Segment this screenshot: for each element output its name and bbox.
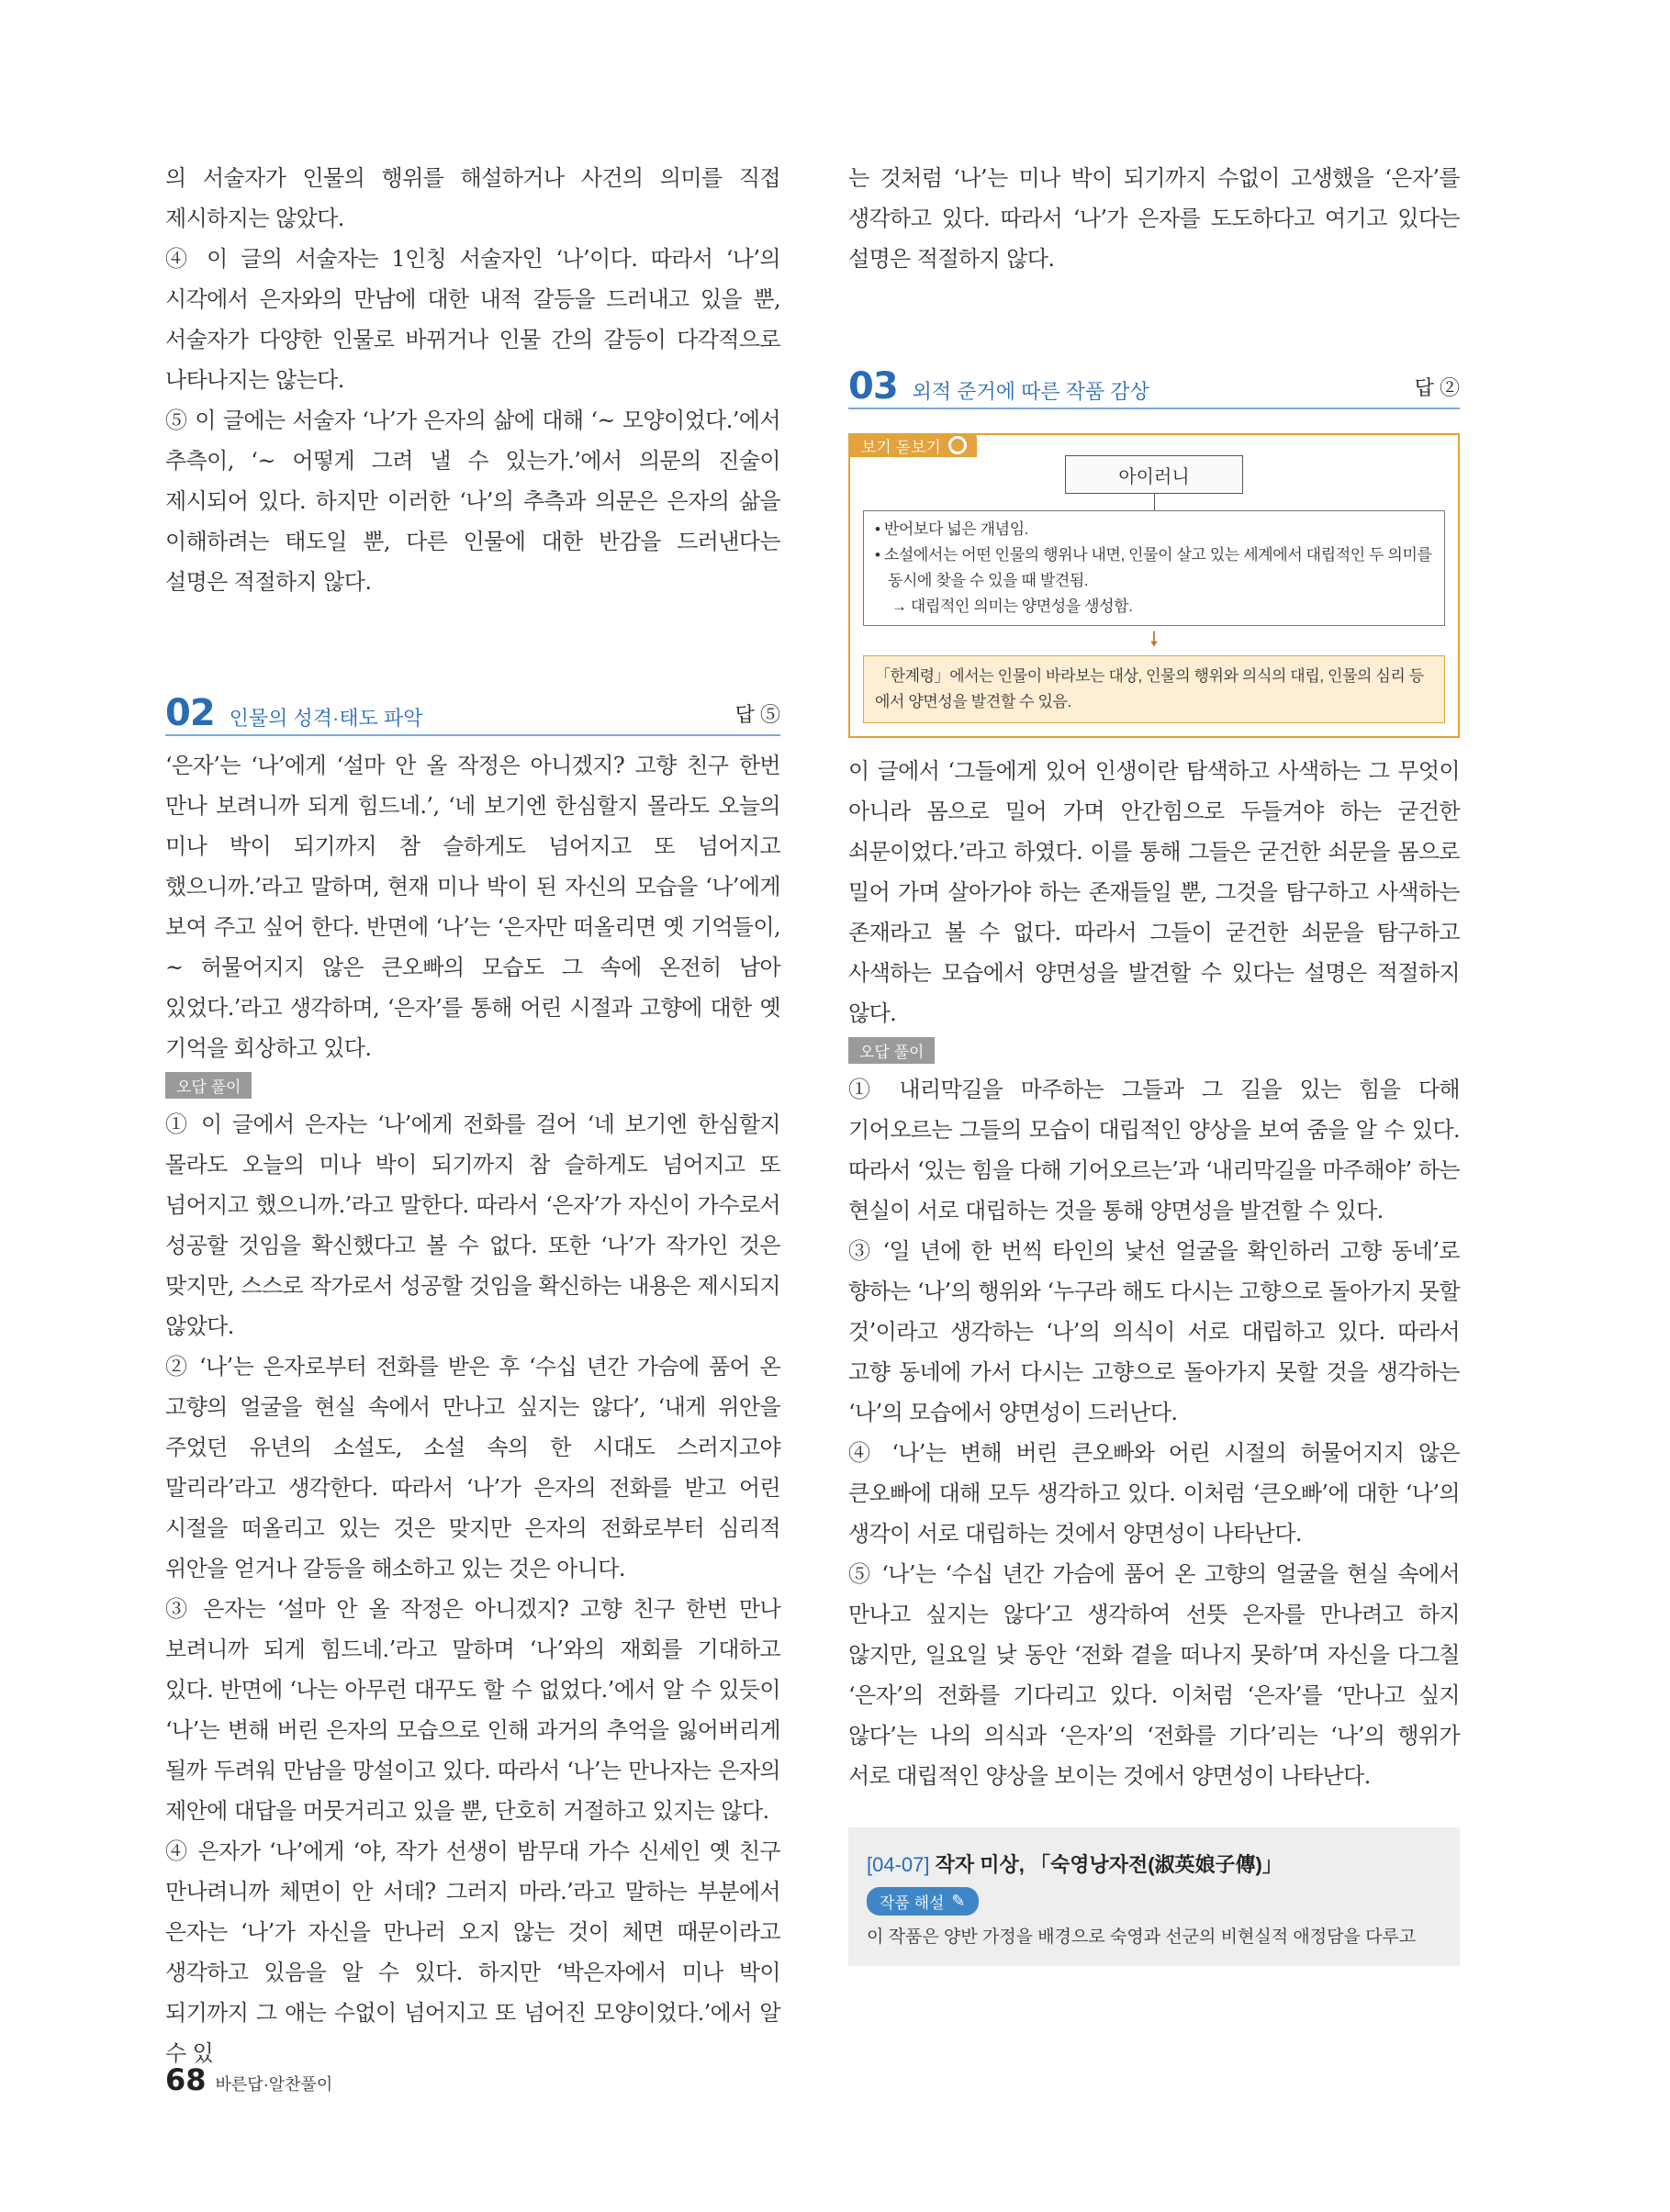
right-column <box>848 158 1460 1966</box>
pencil-icon: ✎ <box>951 1892 966 1910</box>
connector-line <box>1154 494 1155 510</box>
note-title <box>867 1849 1441 1878</box>
work-commentary-badge <box>867 1887 979 1916</box>
section-title: 외적 준거에 따른 작품 감상 <box>912 380 1149 403</box>
section-number: 03 <box>848 365 898 408</box>
option-explanation: ② ‘나’는 은자로부터 전화를 받은 후 ‘수십 년간 가슴에 품어 온 고향의 얼굴을 현실 속에서 만나고 싶지는 않다’, ‘내게 위안을 주었던 유년의 소설도, 소설 속의 한 시대도 스러지고야 말리라’라고 생각한다. 따라서 ‘나’가 은자의 전화를 받고 어린 시절을 떠올리고 있는 것은 맞지만 은자의 전화로부터 심리적 위안을 얻거나 갈등을 해소하고 있는 것은 아니다. <box>165 1354 780 1581</box>
option-explanation: ⑤ ‘나’는 ‘수십 년간 가슴에 품어 온 고향의 얼굴을 현실 속에서 만나고 싶지는 않다’고 생각하여 선뜻 은자를 만나려고 하지 않지만, 일요일 낮 동안 ‘전화 곁을 떠나지 못하’며 자신을 다그칠 ‘은자’의 전화를 기다리고 있다. 이처럼 ‘은자’를 ‘만나고 싶지 않다’는 나의 의식과 ‘은자’의 ‘전화를 기다’리는 ‘나’의 행위가 서로 대립적인 양상을 보이는 것에서 양면성이 나타난다. <box>848 1561 1460 1789</box>
option-explanation: ③ ‘일 년에 한 번씩 타인의 낯선 얼굴을 확인하러 고향 동네’로 향하는 ‘나’의 행위와 ‘누구라 해도 다시는 고향으로 돌아가지 못할 것’이라고 생각하는 ‘나’의 의식이 서로 대립하고 있다. 따라서 고향 동네에 가서 다시는 고향으로 돌아가지 못할 것을 생각하는 ‘나’의 모습에서 양면성이 드러난다. <box>848 1238 1460 1425</box>
application-box: 「한계령」에서는 인물이 바라보는 대상, 인물의 행위와 의식의 대립, 인물의 심리 등에서 양면성을 발견할 수 있음. <box>863 655 1445 723</box>
bogi-figure <box>848 433 1460 738</box>
concept-result: → 대립적인 의미는 양면성을 생성함. <box>891 598 1133 615</box>
concept-bullet: • 소설에서는 어떤 인물의 행위나 내면, 인물이 살고 있는 세계에서 대립적인 두 의미를 동시에 찾을 수 있을 때 발견됨. <box>875 546 1432 589</box>
note-code: [04-07] <box>867 1853 930 1876</box>
left-column <box>165 158 780 2073</box>
wrong-answer-badge: 오답 풀이 <box>165 1072 252 1099</box>
concept-list <box>863 510 1445 626</box>
section-number: 02 <box>165 692 215 734</box>
paragraph: ⑤ 이 글에는 서술자 ‘나’가 은자의 삶에 대해 ‘~ 모양이었다.’에서 추측이, ‘~ 어떻게 그려 낼 수 있는가.’에서 의문의 진술이 제시되어 있다. 하지만 이러한 ‘나’의 추측과 의문은 은자의 삶을 이해하려는 태도일 뿐, 다른 인물에 대한 반감을 드러낸다는 설명은 적절하지 않다. <box>165 408 780 595</box>
note-work-title: 작자 미상, 「숙영낭자전(淑英娘子傳)」 <box>929 1853 1283 1876</box>
page-footer <box>165 2062 332 2097</box>
page-number: 68 <box>165 2062 207 2097</box>
option-explanation: ④ ‘나’는 변해 버린 큰오빠와 어린 시절의 허물어지지 않은 큰오빠에 대해 모두 생각하고 있다. 이처럼 ‘큰오빠’에 대한 ‘나’의 생각이 서로 대립하는 것에서 양면성이 나타난다. <box>848 1440 1460 1547</box>
option-explanation: ① 내리막길을 마주하는 그들과 그 길을 있는 힘을 다해 기어오르는 그들의 모습이 대립적인 양상을 보여 줌을 알 수 있다. 따라서 ‘있는 힘을 다해 기어오르는’과 ‘내리막길을 마주해야’ 하는 현실이 서로 대립하는 것을 통해 양면성을 발견할 수 있다. <box>848 1077 1460 1223</box>
concept-box: 아이러니 <box>1065 455 1243 494</box>
paragraph: 는 것처럼 ‘나’는 미나 박이 되기까지 수없이 고생했을 ‘은자’를 생각하고 있다. 따라서 ‘나’가 은자를 도도하다고 여기고 있다는 설명은 적절하지 않다. <box>848 165 1460 272</box>
note-text: 이 작품은 양반 가정을 배경으로 숙영과 선군의 비현실적 애정담을 다루고 <box>867 1927 1417 1947</box>
section-header-02 <box>165 692 780 736</box>
figure-box <box>848 433 1460 738</box>
concept-bullet: • 반어보다 넓은 개념임. <box>875 520 1029 538</box>
work-note-box <box>848 1827 1460 1966</box>
option-explanation: ① 이 글에서 은자는 ‘나’에게 전화를 걸어 ‘네 보기엔 한심할지 몰라도 오늘의 미나 박이 되기까지 참 슬하게도 넘어지고 또 넘어지고 했으니까.’라고 말한다. 따라서 ‘은자’가 자신이 가수로서 성공할 것임을 확신했다고 볼 수 없다. 또한 ‘나’가 작가인 것은 맞지만, 스스로 작가로서 성공할 것임을 확신하는 내용은 제시되지 않았다. <box>165 1112 780 1339</box>
section-answer: 답 ⑤ <box>734 702 780 726</box>
figure-tab <box>848 433 977 457</box>
section-header-03 <box>848 365 1460 409</box>
wrong-answer-badge: 오답 풀이 <box>848 1037 935 1064</box>
paragraph: ④ 이 글의 서술자는 1인칭 서술자인 ‘나’이다. 따라서 ‘나’의 시각에서 은자와의 만남에 대한 내적 갈등을 드러내고 있을 뿐, 서술자가 다양한 인물로 바뀌거나 인물 간의 갈등이 다각적으로 나타나지는 않는다. <box>165 246 780 393</box>
explanation-paragraph: ‘은자’는 ‘나’에게 ‘설마 안 올 작정은 아니겠지? 고향 친구 한번 만나 보려니까 되게 힘드네.’, ‘네 보기엔 한심할지 몰라도 오늘의 미나 박이 되기까지 참 슬하게도 넘어지고 또 넘어지고 했으니까.’라고 말하며, 현재 미나 박이 된 자신의 모습을 ‘나’에게 보여 주고 싶어 한다. 반면에 ‘나’는 ‘은자만 떠올리면 옛 기억들이, ~ 허물어지지 않은 큰오빠의 모습도 그 속에 온전히 남아 있었다.’라고 생각하며, ‘은자’를 통해 어린 시절과 고향에 대한 옛 기억을 회상하고 있다. <box>165 753 780 1061</box>
note-badge-label: 작품 해설 <box>880 1894 945 1912</box>
option-explanation: ④ 은자가 ‘나’에게 ‘야, 작가 선생이 밤무대 가수 신세인 옛 친구 만나려니까 체면이 안 서데? 그러지 마라.’라고 말하는 부분에서 은자는 ‘나’가 자신을 만나러 오지 않는 것이 체면 때문이라고 생각하고 있음을 알 수 있다. 하지만 ‘박은자에서 미나 박이 되기까지 그 애는 수없이 넘어지고 또 넘어진 모양이었다.’에서 알 수 있 <box>165 1838 780 2066</box>
paragraph: 의 서술자가 인물의 행위를 해설하거나 사건의 의미를 직접 제시하지는 않았다. <box>165 165 780 231</box>
figure-tab-label: 보기 돋보기 <box>861 438 941 456</box>
section-answer: 답 ② <box>1414 375 1460 399</box>
book-section-label: 바른답·알찬풀이 <box>215 2075 333 2094</box>
section-title: 인물의 성격·태도 파악 <box>229 707 423 730</box>
option-explanation: ③ 은자는 ‘설마 안 올 작정은 아니겠지? 고향 친구 한번 만나 보려니까 되게 힘드네.’라고 말하며 ‘나’와의 재회를 기대하고 있다. 반면에 ‘나는 아무런 대꾸도 할 수 없었다.’에서 알 수 있듯이 ‘나’는 변해 버린 은자의 모습으로 인해 과거의 추억을 잃어버리게 될까 두려워 만남을 망설이고 있다. 따라서 ‘나’는 만나자는 은자의 제안에 대답을 머뭇거리고 있을 뿐, 단호히 거절하고 있지는 않다. <box>165 1596 780 1824</box>
magnifier-icon <box>948 436 967 454</box>
explanation-paragraph: 이 글에서 ‘그들에게 있어 인생이란 탐색하고 사색하는 그 무엇이 아니라 몸으로 밀어 가며 안간힘으로 두들겨야 하는 굳건한 쇠문이었다.’라고 하였다. 이를 통해 그들은 굳건한 쇠문을 몸으로 밀어 가며 살아가야 하는 존재들일 뿐, 그것을 탐구하고 사색하는 존재라고 볼 수 없다. 따라서 그들이 굳건한 쇠문을 탐구하고 사색하는 모습에서 양면성을 발견할 수 있다는 설명은 적절하지 않다. <box>848 758 1460 1026</box>
down-arrow-icon: 🠗 <box>1149 629 1159 652</box>
